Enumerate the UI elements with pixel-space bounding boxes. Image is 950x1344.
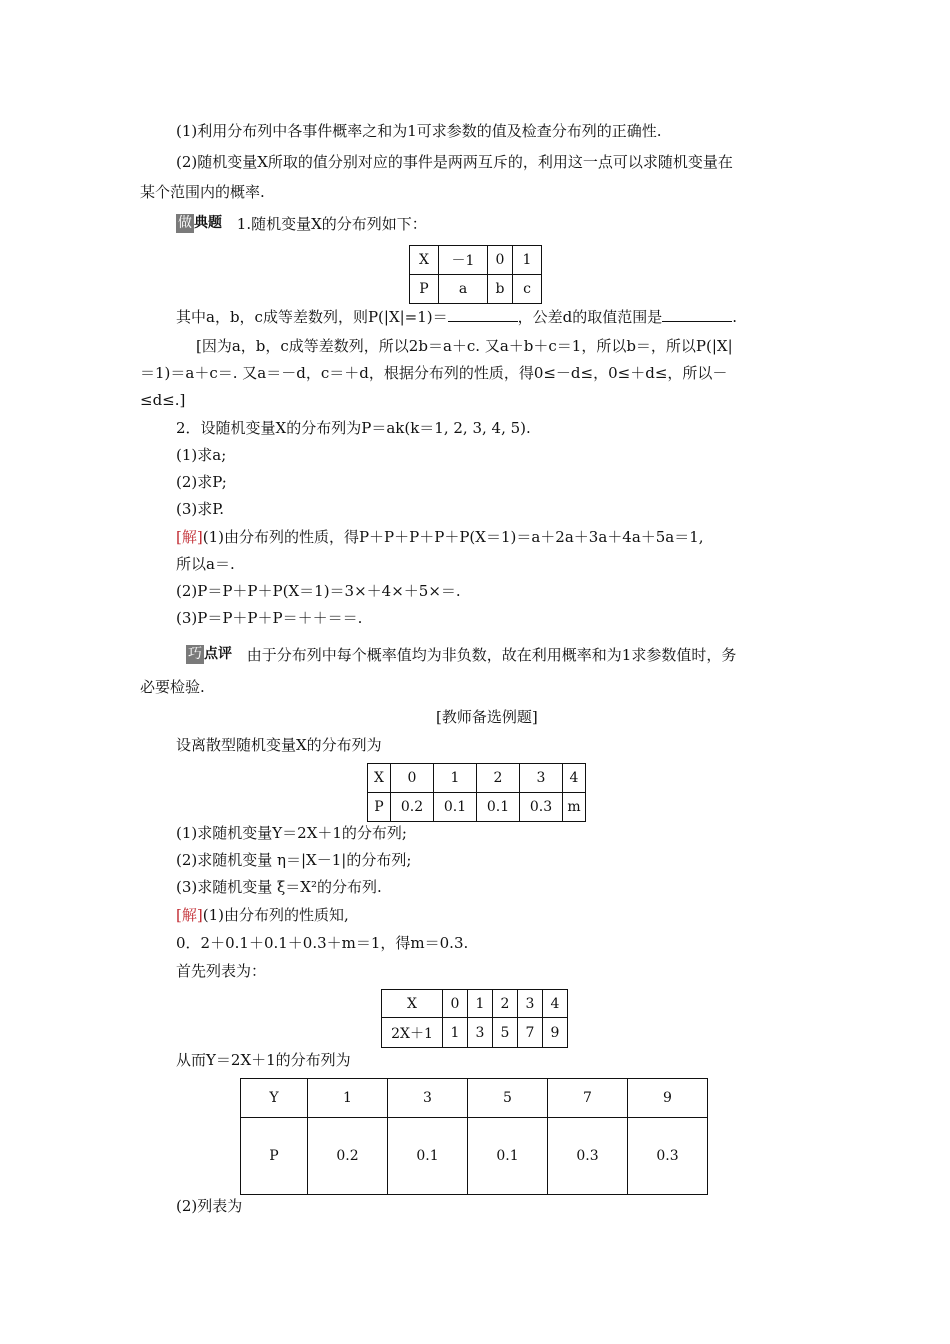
t1-cell: 0.1 [477, 793, 520, 822]
q1-cell: －1 [439, 246, 488, 275]
teacher-solution-1: [解](1)由分布列的性质知, [176, 906, 349, 924]
intro-p2b: 某个范围内的概率. [140, 183, 265, 201]
t3-cell: 1 [308, 1079, 388, 1118]
t1-cell: m [563, 793, 586, 822]
t2-cell: 7 [518, 1018, 543, 1048]
q2-sub-2: (2)求P; [176, 473, 227, 491]
comment-line-1: 巧 点评 由于分布列中每个概率值均为非负数，故在利用概率和为1求参数值时，务 [188, 646, 737, 664]
teacher-solution-2: 0．2＋0.1＋0.1＋0.3＋m＝1，得m＝0.3. [176, 934, 469, 952]
t3-cell: 0.1 [388, 1118, 468, 1195]
t2-cell: 2X＋1 [382, 1018, 443, 1048]
t2-cell: 2 [493, 990, 518, 1018]
t2-cell: 3 [468, 1018, 493, 1048]
q2-title: 2．设随机变量X的分布列为P＝ak(k＝1, 2, 3, 4, 5). [176, 419, 531, 437]
t1-cell: 2 [477, 764, 520, 793]
q2-solution-1b: 所以a＝. [176, 555, 235, 573]
t3-cell: 5 [468, 1079, 548, 1118]
solution-marker: [解] [176, 906, 203, 924]
t3-cell: 0.3 [628, 1118, 708, 1195]
q1-answer-2: ＝1)＝a＋c＝. 又a＝－d，c＝＋d，根据分布列的性质，得0≤－d≤，0≤＋d≤，所以－ [140, 364, 728, 382]
q1-cell: P [410, 275, 439, 304]
teacher-q1: (1)求随机变量Y＝2X＋1的分布列; [176, 824, 407, 842]
q1-stem: 其中a，b，c成等差数列，则P(|X|=1)＝ ，公差d的取值范围是 . [176, 308, 738, 326]
t2-cell: 4 [543, 990, 568, 1018]
answer-blank [448, 306, 518, 322]
q2-sub-3: (3)求P. [176, 500, 225, 518]
t1-cell: 0 [391, 764, 434, 793]
t3-cell: 9 [628, 1079, 708, 1118]
teacher-solution-3: 首先列表为： [176, 962, 267, 980]
t3-cell: 3 [388, 1079, 468, 1118]
t2-cell: 1 [443, 1018, 468, 1048]
q1-answer-3: ≤d≤.] [140, 391, 186, 409]
t3-cell: 0.2 [308, 1118, 388, 1195]
t3-cell: P [241, 1118, 308, 1195]
teacher-heading: [教师备选例题] [436, 708, 538, 726]
q1-cell: c [513, 275, 542, 304]
solution-marker: [解] [176, 528, 203, 546]
t2-cell: 5 [493, 1018, 518, 1048]
q1-cell: a [439, 275, 488, 304]
y-distribution-table [240, 1078, 708, 1195]
teacher-solution-5: (2)列表为 [176, 1197, 243, 1215]
t1-cell: 0.2 [391, 793, 434, 822]
t3-cell: 7 [548, 1079, 628, 1118]
teacher-intro: 设离散型随机变量X的分布列为 [176, 736, 382, 754]
t2-cell: X [382, 990, 443, 1018]
q1-title: 1.随机变量X的分布列如下： [236, 215, 427, 233]
typical-question-badge: 做 典题 [178, 215, 222, 231]
comment-line-2: 必要检验. [140, 678, 205, 696]
t2-cell: 9 [543, 1018, 568, 1048]
comment-badge: 巧 点评 [188, 646, 232, 662]
answer-blank [662, 306, 732, 322]
example-1-line [176, 214, 427, 234]
t1-cell: 4 [563, 764, 586, 793]
q1-cell: 0 [488, 246, 513, 275]
t3-cell: 0.1 [468, 1118, 548, 1195]
teacher-distribution-table [367, 763, 586, 822]
intro-p1: (1)利用分布列中各事件概率之和为1可求参数的值及检查分布列的正确性. [176, 122, 662, 140]
q2-solution-3: (3)P＝P＋P＋P＝＋＋＝＝. [176, 609, 363, 627]
q2-sub-1: (1)求a; [176, 446, 227, 464]
q1-cell: b [488, 275, 513, 304]
q2-solution-1: [解](1)由分布列的性质，得P＋P＋P＋P＋P(X＝1)＝a＋2a＋3a＋4a＋5a＝1, [176, 528, 704, 546]
intro-p2a: (2)随机变量X所取的值分别对应的事件是两两互斥的，利用这一点可以求随机变量在 [176, 153, 733, 171]
t1-cell: 0.1 [434, 793, 477, 822]
t1-cell: P [368, 793, 391, 822]
q2-solution-2: (2)P＝P＋P＋P(X＝1)＝3×＋4×＋5×＝. [176, 582, 461, 600]
t3-cell: Y [241, 1079, 308, 1118]
q1-cell: X [410, 246, 439, 275]
t1-cell: 1 [434, 764, 477, 793]
t1-cell: X [368, 764, 391, 793]
q1-answer-1: [因为a，b，c成等差数列，所以2b＝a＋c. 又a＋b＋c＝1，所以b＝，所以P(|X| [196, 337, 733, 355]
q1-cell: 1 [513, 246, 542, 275]
t1-cell: 0.3 [520, 793, 563, 822]
t2-cell: 0 [443, 990, 468, 1018]
teacher-q3: (3)求随机变量 ξ＝X²的分布列. [176, 878, 382, 896]
teacher-solution-4: 从而Y＝2X＋1的分布列为 [176, 1051, 351, 1069]
q1-distribution-table [409, 245, 542, 304]
t1-cell: 3 [520, 764, 563, 793]
t2-cell: 3 [518, 990, 543, 1018]
teacher-q2: (2)求随机变量 η＝|X－1|的分布列; [176, 851, 412, 869]
t2-cell: 1 [468, 990, 493, 1018]
t3-cell: 0.3 [548, 1118, 628, 1195]
mapping-table [381, 989, 568, 1048]
